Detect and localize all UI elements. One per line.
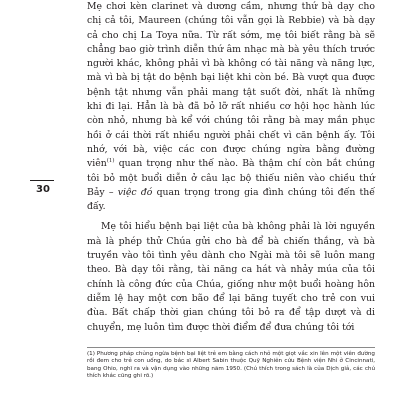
- paragraph-1: [87, 0, 375, 214]
- italic-phrase: việc đó: [117, 186, 153, 198]
- main-text-column: [87, 0, 375, 335]
- paragraph-1-part-1: Mẹ chơi kèn clarinet và dương cầm, nhưng thứ bà dạy cho chị cả tôi, Maureen (chúng tôi vẫn gọi là Rebbie) và bà dạy cả cho chị La Toya nữa. Từ rất sớm, mẹ tôi biết rằng bà sẽ chẳng bao giờ trình diễn thứ âm nhạc mà bà yêu thích trước người khác, không phải vì bà không có tài năng và năng lực, mà vì bà bị tật do bệnh bại liệt khi còn bé. Bà vượt qua được bệnh tật nhưng vẫn phải mang tật suốt đời, nhất là những khi đi lại. Hẳn là bà đã bỏ lỡ rất nhiều cơ hội học hành lúc còn nhỏ, nhưng bà kể với chúng tôi rằng bà may mắn phục hồi ở cái thời rất nhiều người phải chết vì căn bệnh ấy. Tôi nhớ, với bà, việc các con được chúng ngừa bằng đường viên: [87, 1, 375, 170]
- footnote-divider: [87, 347, 375, 348]
- page-number-rule: [30, 180, 54, 181]
- paragraph-2: Mẹ tôi hiểu bệnh bại liệt của bà không phải là lời nguyền mà là phép thử Chúa gửi cho bà để bà chiến thắng, và bà truyền vào tôi tình yêu dành cho Ngài mà tôi sẽ luôn mang theo. Bà dạy tôi rằng, tài năng ca hát và nhảy múa của tôi chính là công đức của Chúa, giống như một buổi hoàng hôn diễm lệ hay một cơn bão để lại băng tuyết cho trẻ con vui đùa. Bất chấp thời gian chúng tôi bỏ ra để tập dượt và di chuyển, mẹ luôn tìm được thời điểm để đưa chúng tôi tới: [87, 221, 375, 333]
- paragraph-1-part-3: quan trọng trong gia đình chúng tôi đến thế đấy.: [87, 186, 375, 213]
- footnote-reference-1[interactable]: (1): [106, 158, 115, 165]
- footnote-1: (1) Phương pháp chủng ngừa bệnh bại liệt trẻ em bằng cách nhỏ một giọt vắc xin lên một viên đường rồi đem cho trẻ con uống, do bác sĩ Albert Sabin thuộc Quỹ Nghiên cứu Bệnh viện Nhi ở Cincinnati, bang Ohio, nghĩ ra và vận dụng vào những năm 1950. (Chú thích trong sách là của Dịch giả, các chú thích khác cũng ghi rõ.): [87, 351, 375, 380]
- page-number: 30: [36, 184, 50, 195]
- paragraph-1-part-2: quan trọng như thế nào. Bà thậm chí còn bắt chúng tôi bỏ một buổi diễn ở câu lạc bộ thiếu niên vào chiều thứ Bảy –: [87, 158, 375, 198]
